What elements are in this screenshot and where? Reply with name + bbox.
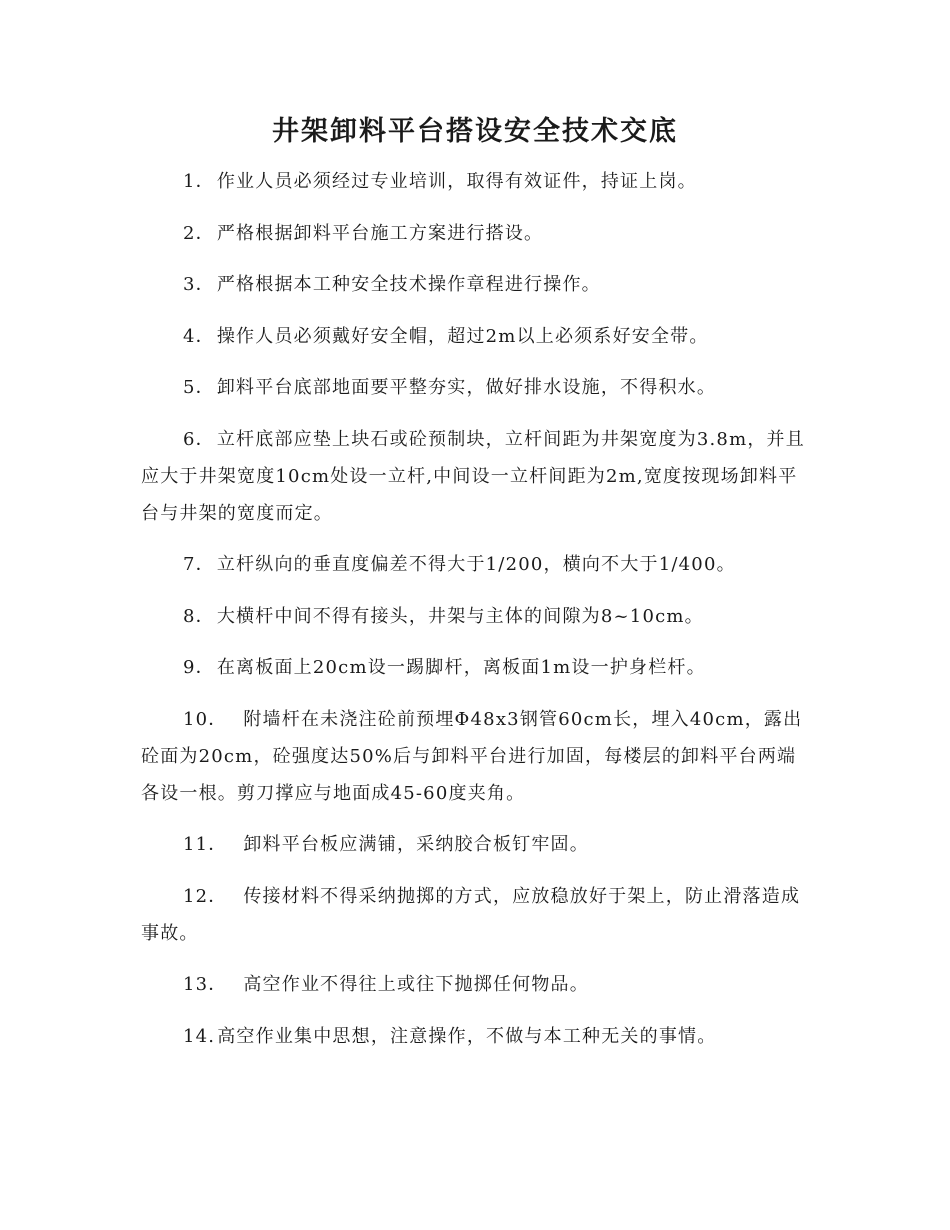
paragraph-text: 卸料平台底部地面要平整夯实，做好排水设施，不得积水。	[216, 377, 717, 398]
paragraph-text: 高空作业不得往上或往下抛掷任何物品。	[229, 974, 589, 995]
paragraph-number: 4．	[183, 325, 215, 347]
paragraph-text: 严格根据卸料平台施工方案进行搭设。	[216, 222, 544, 244]
paragraph-4	[141, 318, 811, 355]
paragraph-6	[141, 421, 811, 532]
paragraph-number: 8．	[183, 605, 215, 627]
paragraph-number: 12．	[183, 885, 228, 907]
paragraph-number: 14.	[183, 1025, 216, 1047]
paragraph-number: 3．	[183, 274, 215, 295]
paragraph-text: 操作人员必须戴好安全帽，超过2m以上必须系好安全带。	[216, 325, 709, 347]
document-body	[141, 163, 811, 1069]
paragraph-2	[141, 215, 811, 252]
paragraph-number: 2．	[183, 222, 215, 244]
paragraph-text: 卸料平台板应满铺，采纳胶合板钉牢固。	[229, 834, 589, 855]
paragraph-number: 10．	[183, 708, 228, 730]
paragraph-text: 高空作业集中思想，注意操作，不做与本工种无关的事情。	[217, 1025, 717, 1047]
paragraph-5	[141, 369, 811, 406]
paragraph-number: 11．	[183, 834, 228, 855]
paragraph-text: 在离板面上20cm设一踢脚杆，离板面1m设一护身栏杆。	[216, 657, 706, 678]
paragraph-12	[141, 878, 811, 952]
paragraph-number: 1．	[183, 171, 215, 192]
paragraph-number: 7．	[183, 554, 215, 575]
paragraph-text: 大横杆中间不得有接头，井架与主体的间隙为8~10cm。	[216, 605, 704, 627]
paragraph-3	[141, 266, 811, 303]
paragraph-text: 作业人员必须经过专业培训，取得有效证件，持证上岗。	[216, 171, 697, 192]
paragraph-13	[141, 966, 811, 1003]
paragraph-9	[141, 649, 811, 686]
paragraph-text: 传接材料不得采纳抛掷的方式，应放稳放好于架上，防止滑落造成事故。	[141, 885, 801, 944]
paragraph-text: 严格根据本工种安全技术操作章程进行操作。	[216, 274, 601, 295]
paragraph-number: 13．	[183, 974, 228, 995]
paragraph-11	[141, 826, 811, 863]
paragraph-text: 附墙杆在未浇注砼前预埋Φ48x3钢管60cm长，埋入40cm，露出砼面为20cm，砼强度达50%后与卸料平台进行加固，每楼层的卸料平台两端各设一根。剪刀撑应与地面成45-60度夹角。	[141, 708, 803, 804]
paragraph-number: 5．	[183, 377, 215, 398]
paragraph-8	[141, 598, 811, 635]
paragraph-text: 立杆纵向的垂直度偏差不得大于1/200，横向不大于1/400。	[216, 554, 736, 575]
paragraph-text: 立杆底部应垫上块石或砼预制块，立杆间距为井架宽度为3.8m，并且应大于井架宽度10cm处设一立杆,中间设一立杆间距为2m,宽度按现场卸料平台与井架的宽度而定。	[141, 428, 805, 524]
paragraph-1	[141, 163, 811, 200]
paragraph-7	[141, 546, 811, 583]
page-title: 井架卸料平台搭设安全技术交底	[272, 116, 678, 147]
paragraph-number: 6．	[183, 428, 215, 450]
paragraph-number: 9．	[183, 657, 215, 678]
paragraph-10	[141, 701, 811, 812]
paragraph-14	[141, 1018, 811, 1055]
